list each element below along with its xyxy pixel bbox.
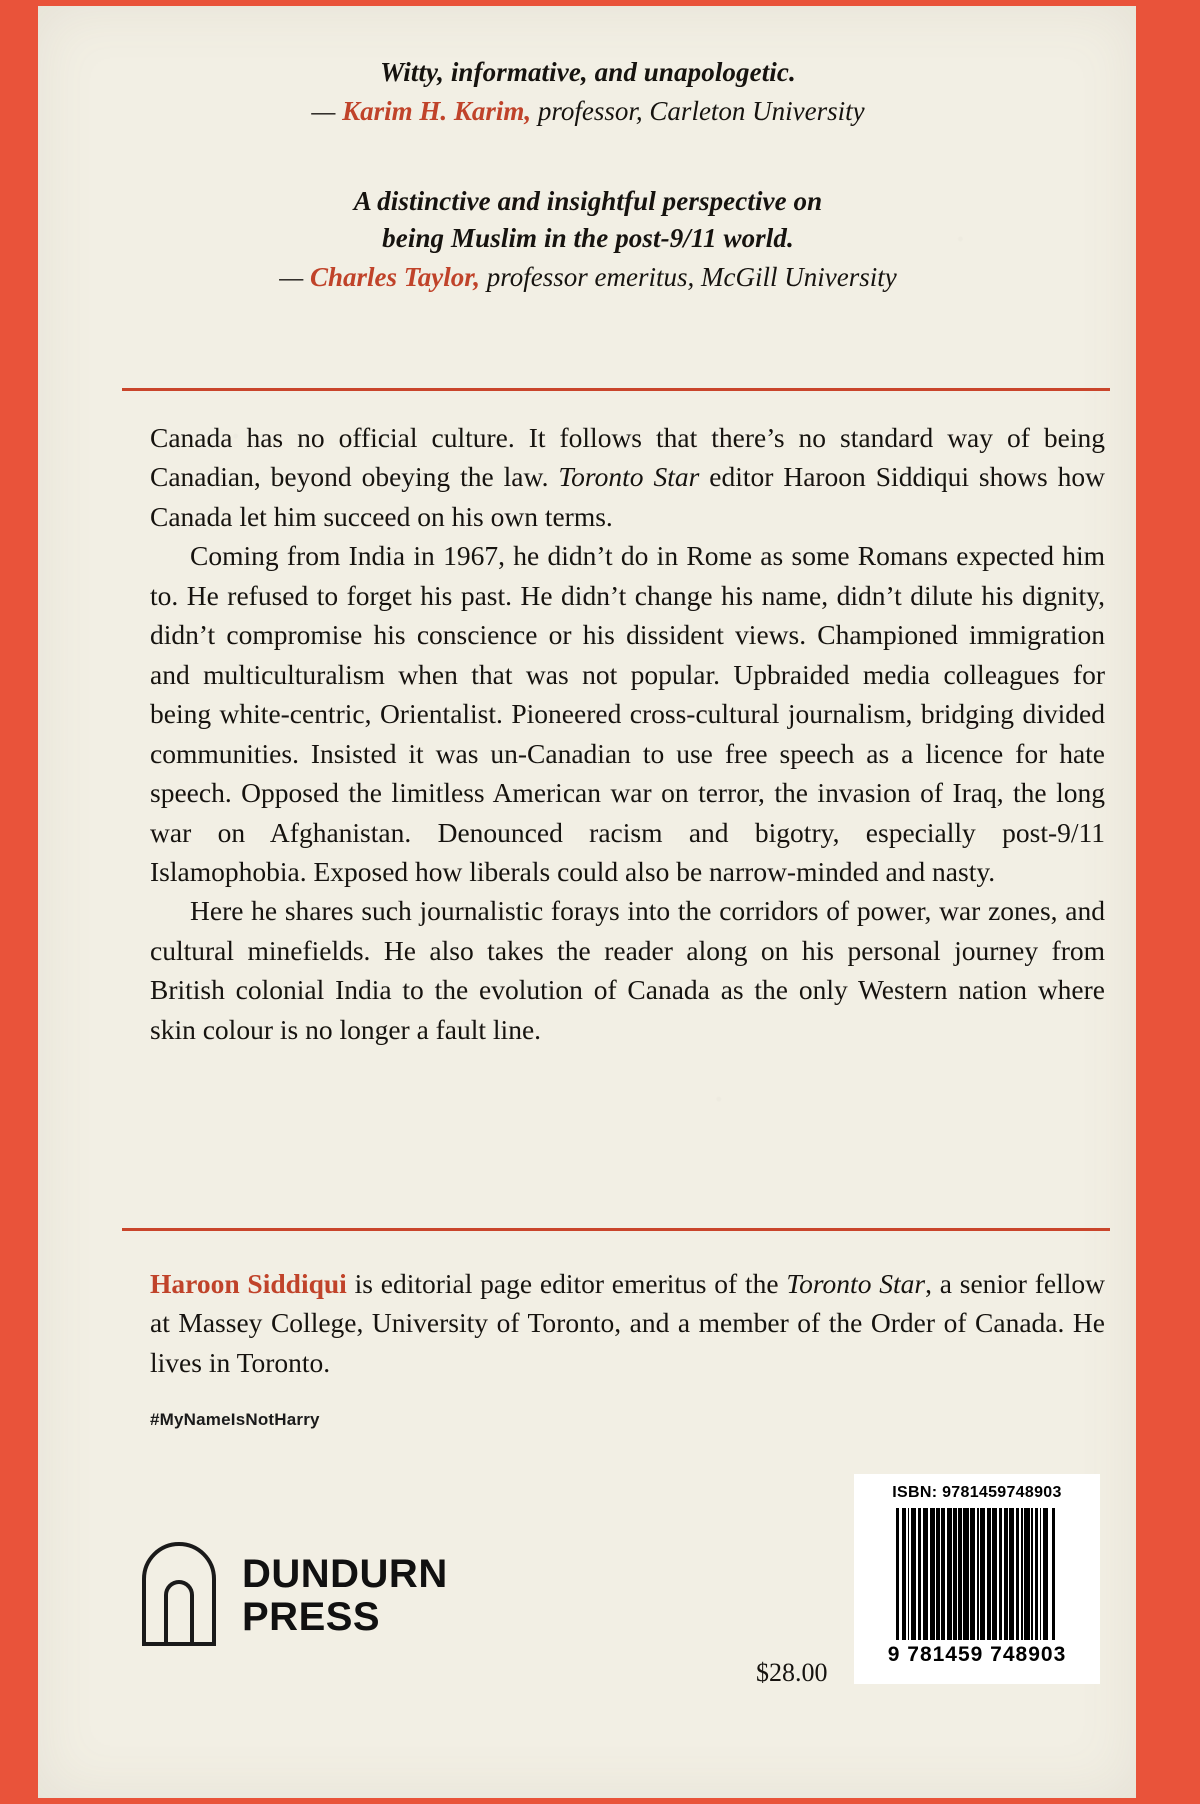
publisher-logo	[142, 1542, 448, 1650]
author-name: Haroon Siddiqui	[150, 1268, 347, 1299]
blurb-1-name: Karim H. Karim,	[342, 96, 532, 127]
description-paragraph-3: Here he shares such journalistic forays into the corridors of power, war zones, and cultural minefields. He also takes the reader along on his personal journey from British colonial India to the evolution of Canada as the only Western nation where skin colour is no longer a fault line.	[150, 895, 1105, 1045]
blurbs-section	[98, 54, 1078, 296]
blurb-1-attribution	[98, 93, 1078, 130]
author-bio	[150, 1264, 1105, 1382]
description-paragraph-1	[150, 418, 1105, 536]
description-paragraph-2: Coming from India in 1967, he didn’t do in Rome as some Romans expected him to. He refused to forget his past. He didn’t change his name, didn’t dilute his dignity, didn’t compromise his conscience or his dissident views. Championed immigration and multiculturalism when that was not popular. Upbraided media colleagues for being white-centric, Orientalist. Pioneered cross-cultural journalism, bridging divided communities. Insisted it was un-Canadian to use free speech as a licence for hate speech. Opposed the limitless American war on terror, the invasion of Iraq, the long war on Afghanistan. Denounced racism and bigotry, especially post-9/11 Islamophobia. Exposed how liberals could also be narrow-minded and nasty.	[150, 540, 1105, 887]
barcode-block	[854, 1474, 1100, 1684]
publisher-name	[242, 1553, 448, 1639]
blurb-2-attribution	[98, 259, 1078, 296]
blurb-2-dash: —	[279, 262, 310, 292]
description-section	[150, 418, 1105, 1049]
blurb-1-credential: professor, Carleton University	[531, 96, 865, 127]
cover-right-edge	[1136, 0, 1200, 1804]
cover-page-panel	[38, 6, 1136, 1798]
blurb-2-name: Charles Taylor,	[310, 262, 481, 292]
dundurn-arch-logo-icon	[142, 1542, 220, 1650]
price: $28.00	[756, 1658, 828, 1687]
bio-text-a: is editorial page editor emeritus of the	[346, 1268, 787, 1299]
blurb-1-quote: Witty, informative, and unapologetic.	[380, 57, 796, 87]
divider-top	[122, 388, 1110, 391]
barcode-bars	[864, 1508, 1090, 1640]
description-p1-part-b: editor Haroon Siddiqui shows how Canada let him succeed on his own terms.	[150, 461, 1105, 532]
blurb-2-quote-line-1: A distinctive and insightful perspective on	[353, 185, 823, 216]
publisher-name-line-2: PRESS	[242, 1595, 381, 1639]
description-p1-italic: Toronto Star	[558, 461, 700, 493]
blurb-2-quote-line-2: being Muslim in the post-9/11 world.	[382, 222, 794, 253]
bio-italic-title: Toronto Star	[786, 1268, 926, 1299]
description-p1-part-a: Canada has no official culture. It follows that there’s no standard way of being Canadian, beyond obeying the law.	[150, 422, 1105, 493]
bio-text-b: , a senior fellow at Massey College, University of Toronto, and a member of the Order of Canada. He lives in Toronto.	[150, 1268, 1105, 1378]
blurb-1-dash: —	[311, 96, 343, 127]
barcode-digits: 9 781459 748903	[887, 1643, 1067, 1666]
publisher-name-line-1: DUNDURN	[242, 1551, 448, 1596]
blurb-2-credential: professor emeritus, McGill University	[480, 262, 897, 292]
divider-bottom	[122, 1228, 1110, 1231]
hashtag: #MyNameIsNotHarry	[150, 1410, 320, 1429]
isbn-label: ISBN: 9781459748903	[892, 1484, 1062, 1501]
